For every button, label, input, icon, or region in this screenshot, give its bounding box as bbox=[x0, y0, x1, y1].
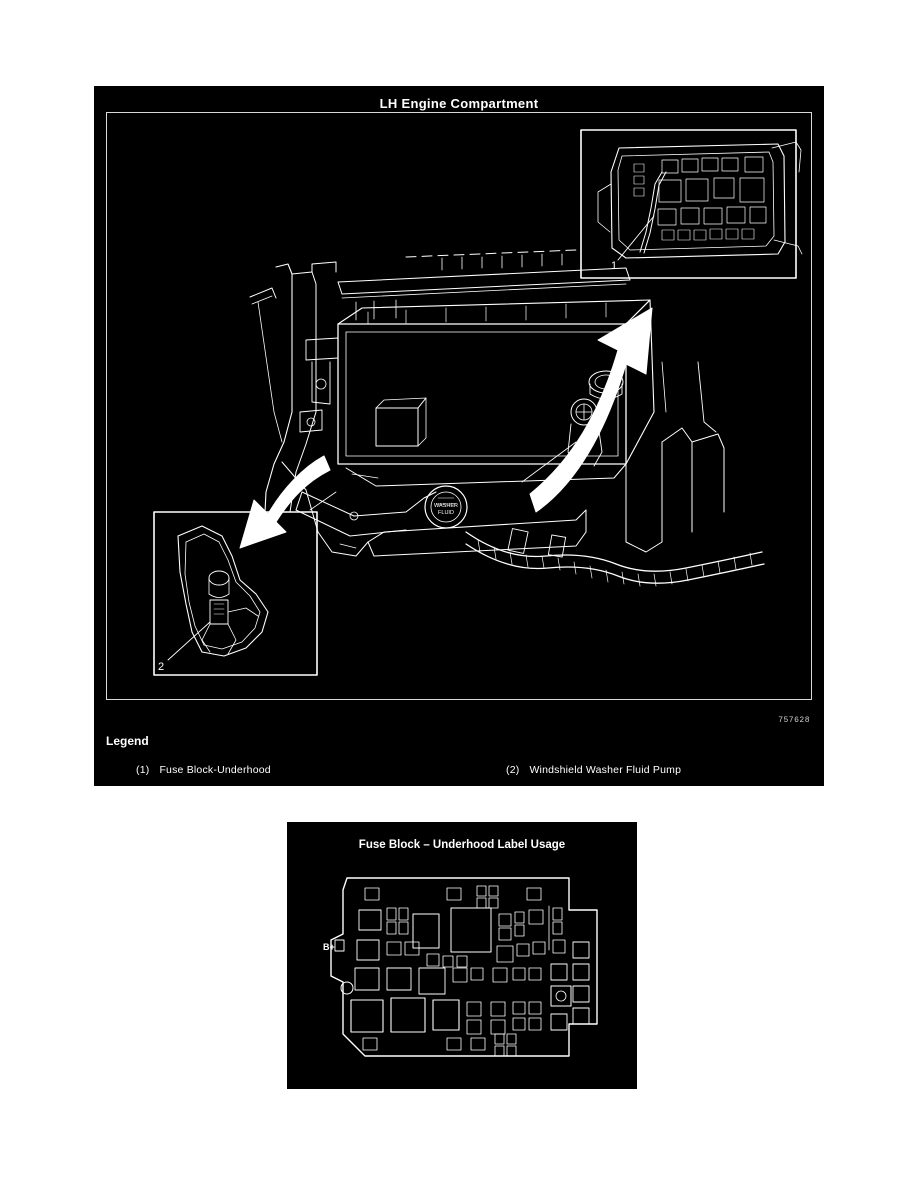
svg-text:1: 1 bbox=[611, 260, 618, 272]
svg-text:WASHER: WASHER bbox=[434, 503, 458, 509]
svg-text:2: 2 bbox=[158, 661, 165, 673]
svg-text:FLUID: FLUID bbox=[438, 510, 454, 516]
legend-heading: Legend bbox=[106, 734, 149, 748]
legend-item-number: (1) bbox=[136, 764, 150, 776]
legend-item-number: (2) bbox=[506, 764, 520, 776]
figure-lh-engine-compartment bbox=[94, 86, 824, 786]
legend-item-label: Fuse Block-Underhood bbox=[159, 764, 271, 776]
legend-item-label: Windshield Washer Fluid Pump bbox=[529, 764, 682, 776]
figure-fuse-block-underhood-label-usage bbox=[287, 822, 637, 1089]
legend-item bbox=[506, 764, 681, 776]
legend-items bbox=[106, 764, 812, 782]
svg-text:B+: B+ bbox=[323, 942, 335, 952]
figure2-line-art bbox=[301, 864, 623, 1076]
figure2-title: Fuse Block – Underhood Label Usage bbox=[358, 839, 566, 851]
figure1-drawing-number: 757628 bbox=[778, 716, 810, 725]
legend-item bbox=[136, 764, 271, 776]
figure1-line-art bbox=[106, 112, 812, 700]
figure1-title: LH Engine Compartment bbox=[379, 96, 539, 111]
